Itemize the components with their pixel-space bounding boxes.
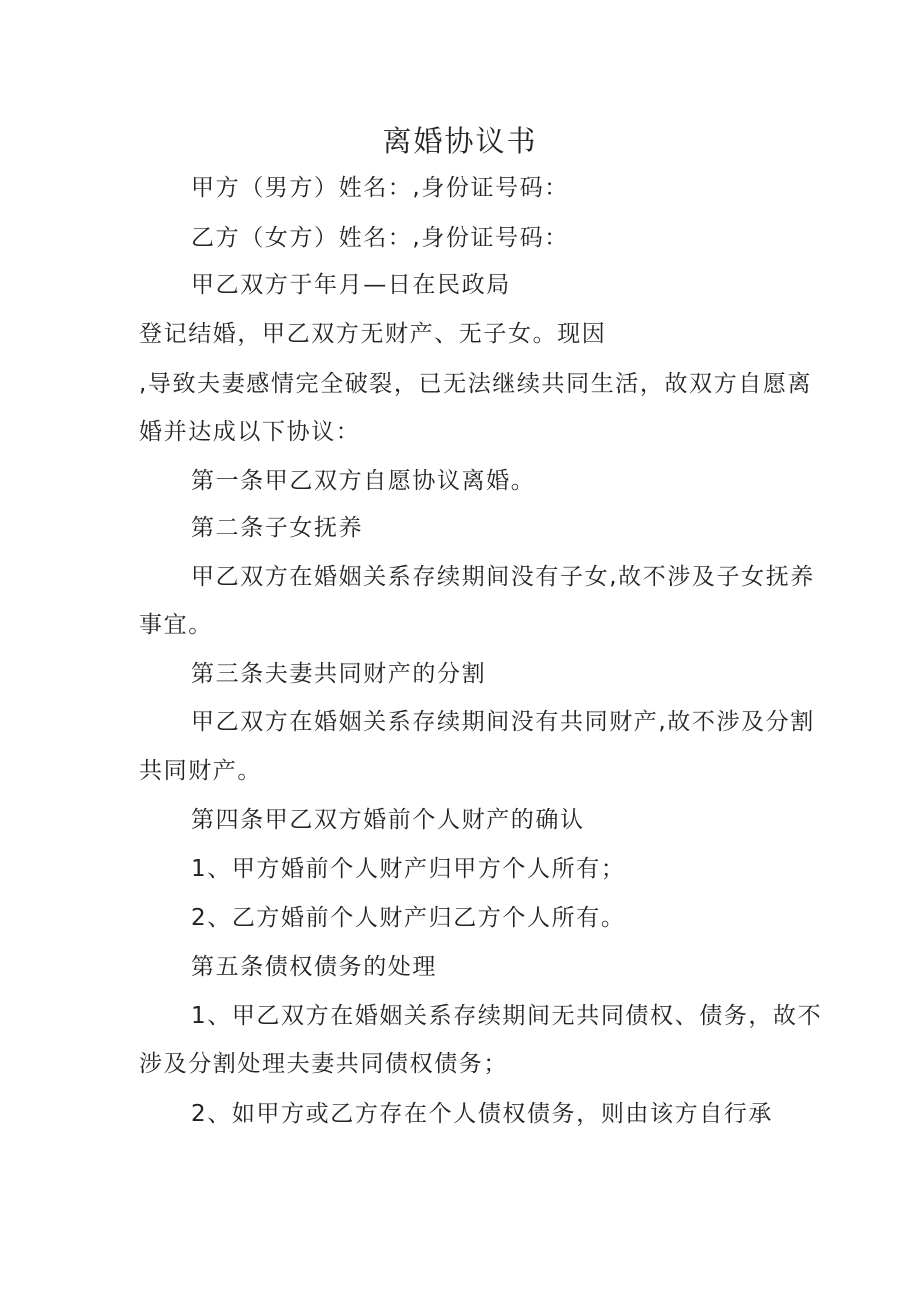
article-5-item-1: 1、甲乙双方在婚姻关系存续期间无共同债权、债务，故不	[191, 1003, 823, 1029]
party-b-info-line: 乙方（女方）姓名：,身份证号码：	[191, 225, 569, 251]
article-2-body: 甲乙双方在婚姻关系存续期间没有子女,故不涉及子女抚养	[191, 564, 815, 590]
article-3-body-cont: 共同财产。	[139, 758, 262, 784]
marriage-registration-line-cont: 登记结婚，甲乙双方无财产、无子女。现因	[139, 321, 607, 347]
article-2-body-cont: 事宜。	[139, 612, 213, 638]
article-3-heading: 第三条夫妻共同财产的分割	[191, 661, 487, 687]
article-4-item-2: 2、乙方婚前个人财产归乙方个人所有。	[191, 905, 626, 931]
article-1-heading: 第一条甲乙双方自愿协议离婚。	[191, 468, 536, 494]
article-4-item-1: 1、甲方婚前个人财产归甲方个人所有；	[191, 856, 626, 882]
divorce-reason-line-cont: 婚并达成以下协议：	[139, 419, 361, 445]
article-5-item-2: 2、如甲方或乙方存在个人债权债务，则由该方自行承	[191, 1101, 774, 1127]
article-5-heading: 第五条债权债务的处理	[191, 954, 437, 980]
article-4-heading: 第四条甲乙双方婚前个人财产的确认	[191, 807, 585, 833]
article-2-heading: 第二条子女抚养	[191, 515, 364, 541]
article-5-item-1-cont: 涉及分割处理夫妻共同债权债务；	[139, 1051, 508, 1077]
article-3-body: 甲乙双方在婚姻关系存续期间没有共同财产,故不涉及分割	[191, 709, 815, 735]
marriage-registration-line: 甲乙双方于年月—日在民政局	[191, 272, 511, 298]
divorce-reason-line: ,导致夫妻感情完全破裂，已无法继续共同生活，故双方自愿离	[139, 371, 813, 397]
document-title: 离婚协议书	[382, 124, 538, 158]
party-a-info-line: 甲方（男方）姓名：,身份证号码：	[191, 175, 569, 201]
